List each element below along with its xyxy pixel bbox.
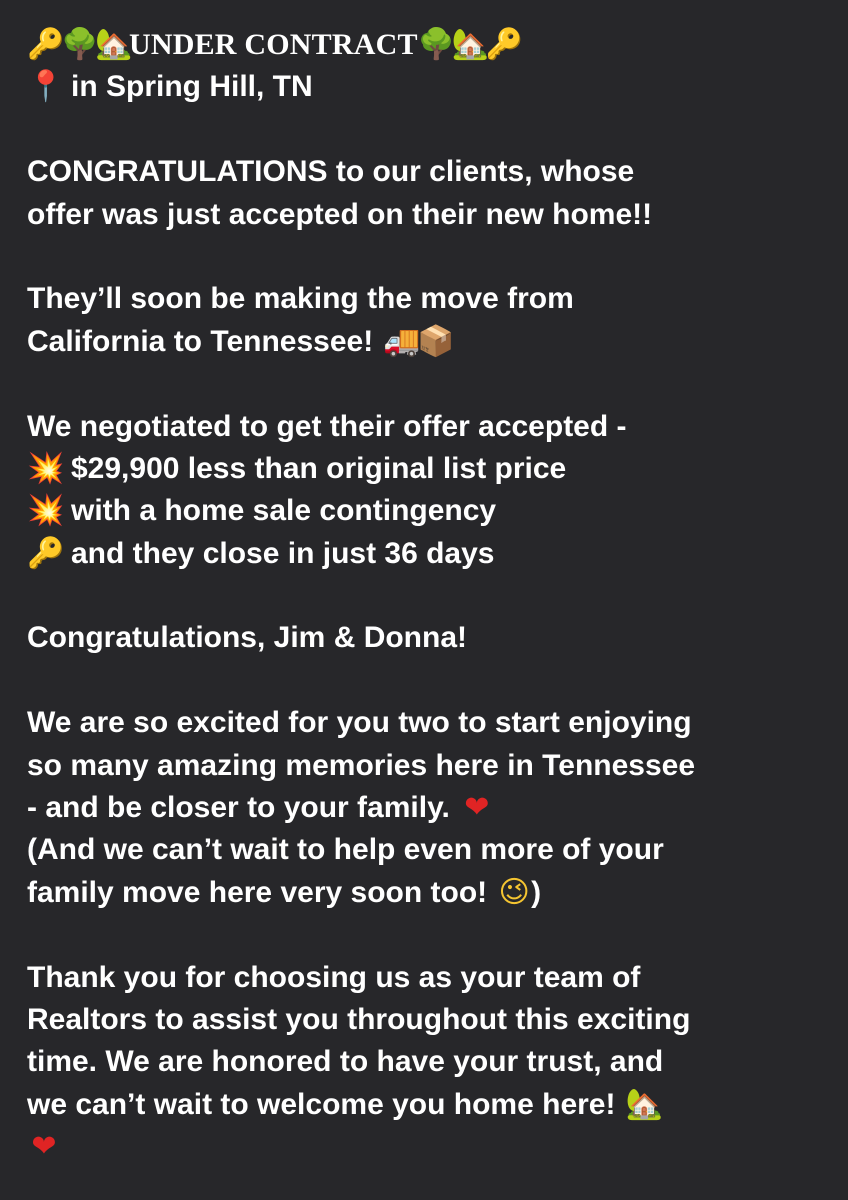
paragraph-line: We negotiated to get their offer accepted - bbox=[27, 409, 627, 443]
pin-icon: 📍 bbox=[27, 69, 65, 105]
heart-icon: ❤ bbox=[464, 790, 490, 826]
house-icon: 🏡 bbox=[625, 1086, 663, 1122]
paragraph-line: Realtors to assist you throughout this exciting bbox=[27, 1002, 691, 1036]
wink-icon: 😉 bbox=[498, 874, 530, 910]
paragraph-line: They’ll soon be making the move from bbox=[27, 282, 574, 316]
paragraph-line bbox=[27, 1084, 827, 1126]
key-icon: 🔑 bbox=[485, 27, 524, 62]
bullet-text: with a home sale contingency bbox=[71, 494, 497, 528]
collision-icon: 💥 bbox=[27, 450, 65, 486]
house-icon: 🏡 bbox=[95, 27, 133, 62]
post-title: UNDER CONTRACT bbox=[129, 28, 418, 61]
paragraph-text: ) bbox=[531, 875, 542, 909]
paragraph-line bbox=[27, 872, 827, 914]
paragraph-text: we can’t wait to welcome you home here! bbox=[27, 1087, 616, 1121]
paragraph-line: offer was just accepted on their new home!! bbox=[27, 197, 653, 231]
collision-icon: 💥 bbox=[27, 493, 65, 529]
truck-icon: 🚚 bbox=[383, 323, 421, 359]
title-line bbox=[27, 24, 827, 66]
closing-line bbox=[27, 1126, 827, 1168]
paragraph-text: - and be closer to your family. bbox=[27, 791, 450, 825]
paragraph-text: family move here very soon too! bbox=[27, 875, 488, 909]
heart-icon: ❤ bbox=[31, 1129, 57, 1165]
key-icon: 🔑 bbox=[27, 535, 65, 571]
bullet-item bbox=[27, 448, 827, 490]
paragraph-line: CONGRATULATIONS to our clients, whose bbox=[27, 155, 635, 189]
bullet-item bbox=[27, 533, 827, 575]
house-icon: 🏡 bbox=[451, 27, 490, 62]
location-text: in Spring Hill, TN bbox=[71, 70, 313, 104]
paragraph-text: California to Tennessee! bbox=[27, 324, 374, 358]
paragraph-line: time. We are honored to have your trust, and bbox=[27, 1045, 664, 1079]
paragraph-line: Thank you for choosing us as your team of bbox=[27, 960, 641, 994]
tree-icon: 🌳 bbox=[61, 27, 99, 62]
bullet-text: $29,900 less than original list price bbox=[71, 451, 567, 485]
paragraph-line: We are so excited for you two to start enjoying bbox=[27, 706, 692, 740]
tree-icon: 🌳 bbox=[417, 27, 456, 62]
paragraph-line bbox=[27, 787, 827, 829]
bullet-text: and they close in just 36 days bbox=[71, 536, 495, 570]
paragraph-line bbox=[27, 321, 827, 363]
package-icon: 📦 bbox=[417, 323, 455, 359]
paragraph-line: (And we can’t wait to help even more of your bbox=[27, 833, 664, 867]
paragraph-line: so many amazing memories here in Tennessee bbox=[27, 748, 696, 782]
location-line bbox=[27, 66, 827, 108]
paragraph-line: Congratulations, Jim & Donna! bbox=[27, 621, 468, 655]
post-text bbox=[27, 24, 827, 1169]
key-icon: 🔑 bbox=[27, 27, 65, 62]
bullet-item bbox=[27, 490, 827, 532]
